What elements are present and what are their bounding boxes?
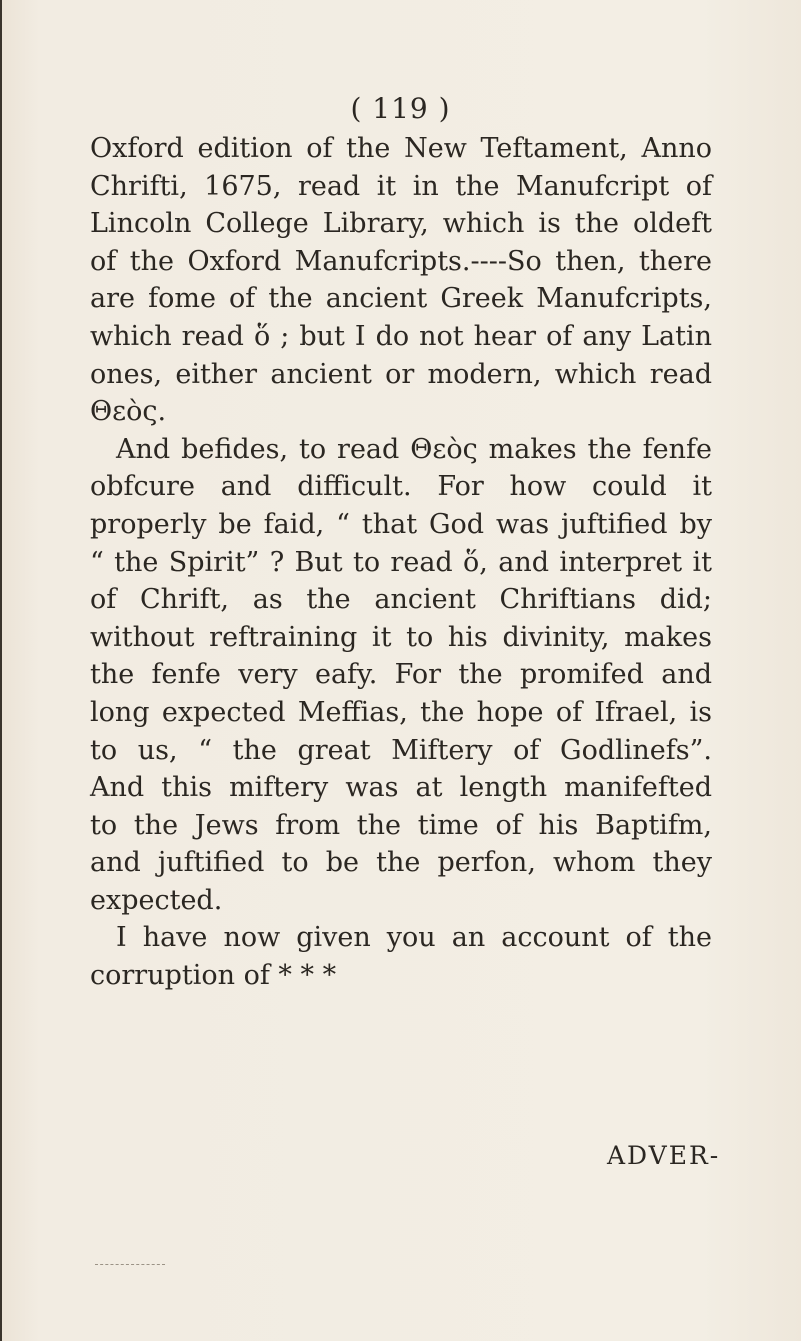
- page-edge: [0, 0, 2, 1341]
- paragraph-start: And befides, to read Θεὸς makes the fenfe: [116, 433, 712, 465]
- text-line: obfcure and difficult. For how could it: [90, 471, 712, 503]
- text-line: to the Jews from the time of his Baptifm,: [90, 809, 712, 841]
- text-line: properly be faid, “ that God was juftified by: [90, 508, 712, 540]
- text-line: corruption of * * *: [90, 960, 337, 992]
- paragraph-start: I have now given you an account of the: [116, 922, 712, 954]
- text-line: of Chrift, as the ancient Chriftians did;: [90, 584, 712, 616]
- text-line: the fenfe very eafy. For the promifed and: [90, 659, 712, 691]
- text-line: Lincoln College Library, which is the oldeft: [90, 208, 712, 240]
- body-text: [90, 130, 712, 995]
- catchword: ADVER-: [607, 1141, 721, 1170]
- text-line: Oxford edition of the New Teftament, Anno: [90, 133, 712, 164]
- text-line: are fome of the ancient Greek Manufcripts,: [90, 283, 712, 315]
- text-line: of the Oxford Manufcripts.----So then, there: [90, 245, 712, 277]
- text-line: And this miftery was at length manifefted: [90, 772, 712, 804]
- text-line: “ the Spirit” ? But to read ὅ, and interpret it: [90, 546, 712, 578]
- page-number: ( 119 ): [350, 92, 451, 125]
- text-line: Θεὸς.: [90, 396, 167, 428]
- text-line: Chrifti, 1675, read it in the Manufcript of: [90, 170, 712, 202]
- text-line: long expected Meffias, the hope of Ifrael, is: [90, 696, 712, 728]
- ink-smudge: [95, 1262, 165, 1265]
- text-line: to us, “ the great Miftery of Godlinefs”.: [90, 734, 712, 766]
- text-line: expected.: [90, 884, 223, 916]
- text-line: which read ὅ ; but I do not hear of any Latin: [90, 320, 712, 352]
- text-line: and juftified to be the perfon, whom they: [90, 847, 712, 879]
- text-line: ones, either ancient or modern, which read: [90, 358, 712, 390]
- text-line: without reftraining it to his divinity, makes: [90, 621, 712, 653]
